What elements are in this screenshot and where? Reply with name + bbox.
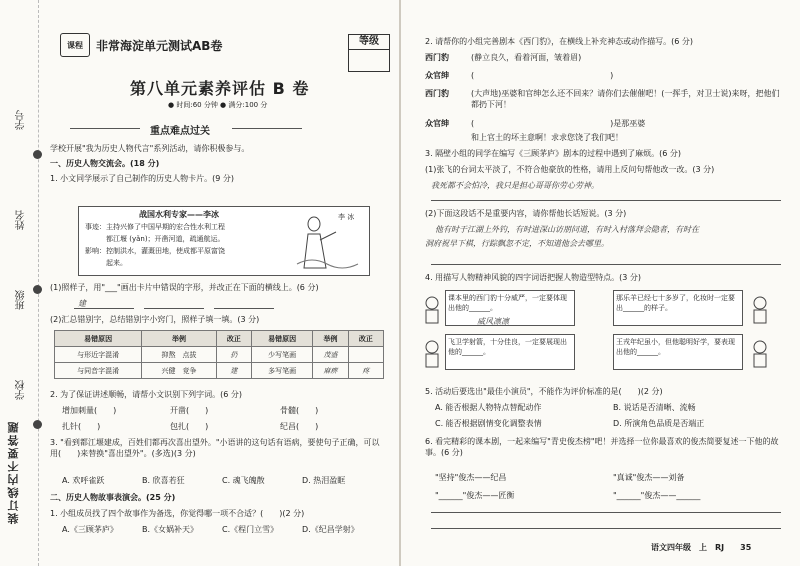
- script-line[interactable]: ( )是那巫婆: [471, 119, 646, 128]
- q1-2-text: (2)汇总错别字，总结错别字小窍门，照样子填一填。(3 分): [50, 315, 260, 324]
- card-title: 战国水利专家——李冰: [139, 210, 219, 219]
- name-label: 姓名: [16, 210, 27, 230]
- q3-option[interactable]: D. 热泪盈眶: [302, 476, 346, 485]
- part2-q1-option[interactable]: A.《三顾茅庐》: [62, 525, 118, 534]
- q3-text: 3. "看到都江堰建成，百姓们都再次喜出望外。"小语讲的这句话有语病，要使句子正确，可以用( )来替换"喜出望外"。(多选)(3 分): [50, 438, 380, 458]
- q6-item[interactable]: "______"俊杰——______: [613, 491, 701, 500]
- q2-item[interactable]: 包扎( ): [170, 422, 209, 431]
- page-footer: 语文四年级 上 RJ 35: [651, 543, 752, 552]
- table-cell: 少写笔画: [252, 347, 313, 363]
- child-illustration: [751, 340, 769, 368]
- exam-meta: ● 时间:60 分钟 ● 满分:100 分: [168, 101, 268, 109]
- q2-item[interactable]: 骨髓( ): [280, 406, 319, 415]
- table-cell: 与形近字混淆: [55, 347, 142, 363]
- table-cell[interactable]: [348, 347, 383, 363]
- page-title: 第八单元素养评估 B 卷: [130, 79, 310, 98]
- table-header: 易错原因: [252, 331, 313, 347]
- answer-line[interactable]: [431, 200, 781, 201]
- school-label: 学校: [16, 380, 27, 400]
- q3-option[interactable]: C. 魂飞魄散: [222, 476, 265, 485]
- answer-line[interactable]: [431, 512, 781, 513]
- role-box: 飞卫学射箭，十分佳良，一定要展现出他的______。: [445, 334, 575, 370]
- table-header: 改正: [348, 331, 383, 347]
- box-answer[interactable]: 威风凛凛: [477, 317, 509, 326]
- part2-q1-option[interactable]: B.《女娲补天》: [142, 525, 199, 534]
- answer-line[interactable]: [74, 308, 134, 309]
- q1-1-text: (1)照样子，用"___"画出卡片中错误的字形，并改正在下面的横线上。(6 分): [50, 283, 319, 292]
- child-illustration: [423, 340, 441, 368]
- binding-hole: [33, 150, 42, 159]
- q3-1-text: (1)张飞的台词太平淡了，不符合他豪放的性格，请用上反问句帮他改一改。(3 分): [425, 165, 715, 174]
- table-cell: 茂盛: [313, 347, 348, 363]
- script-role: 西门豹: [425, 89, 449, 98]
- q3-2-text-line: 洞府祝早下棋，行踪飘忽不定，不知道他会去哪里。: [425, 239, 609, 248]
- q3-1-line: 我死都不会怕冷，我只是担心哥哥你劳心劳神。: [431, 181, 599, 190]
- divider: [232, 128, 302, 129]
- q2-item[interactable]: 增加刺量( ): [62, 406, 117, 415]
- part2-q1-option[interactable]: C.《程门立雪》: [222, 525, 279, 534]
- q5-option[interactable]: B. 说话是否清晰、流畅: [613, 403, 696, 412]
- table-cell: 与同音字混淆: [55, 363, 142, 379]
- binding-hole: [33, 285, 42, 294]
- q5-option[interactable]: A. 能否根据人物特点替配动作: [435, 403, 542, 412]
- table-header: 举例: [142, 331, 216, 347]
- q6-item: "坚持"俊杰——纪昌: [435, 473, 507, 482]
- q5-text: 5. 活动后要选出"最佳小演员"，不能作为评价标准的是( )(2 分): [425, 387, 663, 396]
- answer-line[interactable]: [431, 528, 781, 529]
- q3-option[interactable]: A. 欢呼雀跃: [62, 476, 105, 485]
- card-line: 事迹：主持兴修了中国早期的宏合性水利工程: [85, 223, 225, 231]
- student-number-label: 学号: [16, 110, 27, 130]
- divider: [70, 128, 140, 129]
- part2-heading: 二、历史人物故事表演会。(25 分): [50, 493, 176, 502]
- part1-heading: 一、历史人物交流会。(18 分): [50, 159, 160, 168]
- right-page: [401, 0, 800, 566]
- q6-text: 6. 看完精彩的课本剧，一起来编写"青史俊杰榜"吧！并选择一位你最喜欢的俊杰简要复述一下他的故事。(6 分): [425, 437, 779, 457]
- script-line: 和上官土的坏主意啊！求求您饶了我们吧！: [471, 133, 623, 142]
- q2-item[interactable]: 扎针( ): [62, 422, 101, 431]
- table-row: [55, 363, 384, 379]
- grade-label: 等级: [349, 35, 389, 50]
- script-role: 众官绅: [425, 119, 449, 128]
- series-title: 非常海淀单元测试AB卷: [96, 38, 223, 53]
- table-cell: 多写笔画: [252, 363, 313, 379]
- answer-line[interactable]: [144, 308, 204, 309]
- grade-box: [348, 34, 390, 72]
- table-cell: 麻痹: [313, 363, 348, 379]
- series-header: [60, 34, 350, 56]
- q2-text: 2. 请帮你的小组完善剧本《西门豹》，在横线上补充神态或动作描写。(6 分): [425, 37, 694, 46]
- answer-line[interactable]: [214, 308, 274, 309]
- table-header-row: [55, 331, 384, 347]
- q5-option[interactable]: C. 能否根据剧情变化调整表情: [435, 419, 542, 428]
- q3-text: 3. 隔壁小组的同学在编写《三顾茅庐》剧本的过程中遇到了麻烦。(6 分): [425, 149, 682, 158]
- card-line: 都江堰 (yǎn)；开凿河道，疏通航运。: [85, 235, 225, 243]
- table-cell: 抑熬 点拔: [142, 347, 216, 363]
- binding-margin: [0, 0, 39, 566]
- series-logo: 课程: [60, 33, 90, 57]
- q3-option[interactable]: B. 欣喜若狂: [142, 476, 185, 485]
- binding-warning: 装订线内不要答题: [7, 420, 20, 524]
- figure-label: 李 冰: [338, 213, 355, 221]
- script-role: 众官绅: [425, 71, 449, 80]
- q4-text: 4. 用描写人物精神风貌的四字词语把握人物造型特点。(3 分): [425, 273, 642, 282]
- part2-q1-text: 1. 小组成员找了四个故事作为备选，你觉得哪一项不合适？( )(2 分): [50, 509, 305, 518]
- table-header: 改正: [216, 331, 251, 347]
- table-cell: 兴健 竞争: [142, 363, 216, 379]
- card-line: 影响：控制洪水，灌溉田地，使成都平原富饶: [85, 247, 225, 255]
- table-cell[interactable]: 扔: [216, 347, 251, 363]
- q2-item[interactable]: 开凿( ): [170, 406, 209, 415]
- q5-option[interactable]: D. 所演角色品质是否端正: [613, 419, 705, 428]
- child-illustration: [751, 296, 769, 324]
- intro-text: 学校开展"我为历史人物代言"系列活动，请你积极参与。: [50, 144, 250, 153]
- table-header: 举例: [313, 331, 348, 347]
- q2-text: 2. 为了保证讲述顺畅，请帮小文识别下列字词。(6 分): [50, 390, 243, 399]
- child-illustration: [423, 296, 441, 324]
- script-role: 西门豹: [425, 53, 449, 62]
- table-cell[interactable]: 疼: [348, 363, 383, 379]
- q2-item[interactable]: 纪昌( ): [280, 422, 319, 431]
- q1-text: 1. 小文同学展示了自己制作的历史人物卡片。(9 分): [50, 174, 235, 183]
- binding-hole: [33, 420, 42, 429]
- left-page: [0, 0, 399, 566]
- card-line: 起来。: [85, 259, 127, 267]
- answer-line[interactable]: [431, 264, 781, 265]
- script-line: (静立良久，看着河面，皱着眉): [471, 53, 582, 62]
- part2-q1-option[interactable]: D.《纪昌学射》: [302, 525, 359, 534]
- script-line[interactable]: ( ): [471, 71, 614, 80]
- script-line: (大声地)巫婆和官绅怎么还不回来？请你们去催催吧！(一挥手，对卫士说)来呀，把他们都扔下河！: [471, 89, 780, 109]
- role-box: 王戎年纪虽小，但他聪明好学，要表现出他的______。: [613, 334, 743, 370]
- table-cell[interactable]: 建: [216, 363, 251, 379]
- role-box: 那乐羊已经七十多岁了，化妆时一定要出______的样子。: [613, 290, 743, 326]
- q3-2-text-line: 他有时于江湖上外钓，有时进深山访朋问道，有时入村落拜会隐者，有时在: [435, 225, 699, 234]
- section-heading: 重点难点过关: [150, 126, 210, 137]
- li-bing-portrait: [292, 210, 362, 270]
- q3-2-text: (2)下面这段话不是重要内容，请你帮他长话短说。(3 分): [425, 209, 627, 218]
- class-label: 班级: [16, 290, 27, 310]
- typo-table: [54, 330, 384, 379]
- table-header: 易错原因: [55, 331, 142, 347]
- q6-item[interactable]: "______"俊杰——匠衡: [435, 491, 515, 500]
- table-row: [55, 347, 384, 363]
- role-box: 课本里的西门豹十分威严，一定要体现出他的______。: [445, 290, 575, 326]
- q6-item: "真诚"俊杰——刘备: [613, 473, 685, 482]
- q1-1-answer: 建: [78, 299, 86, 308]
